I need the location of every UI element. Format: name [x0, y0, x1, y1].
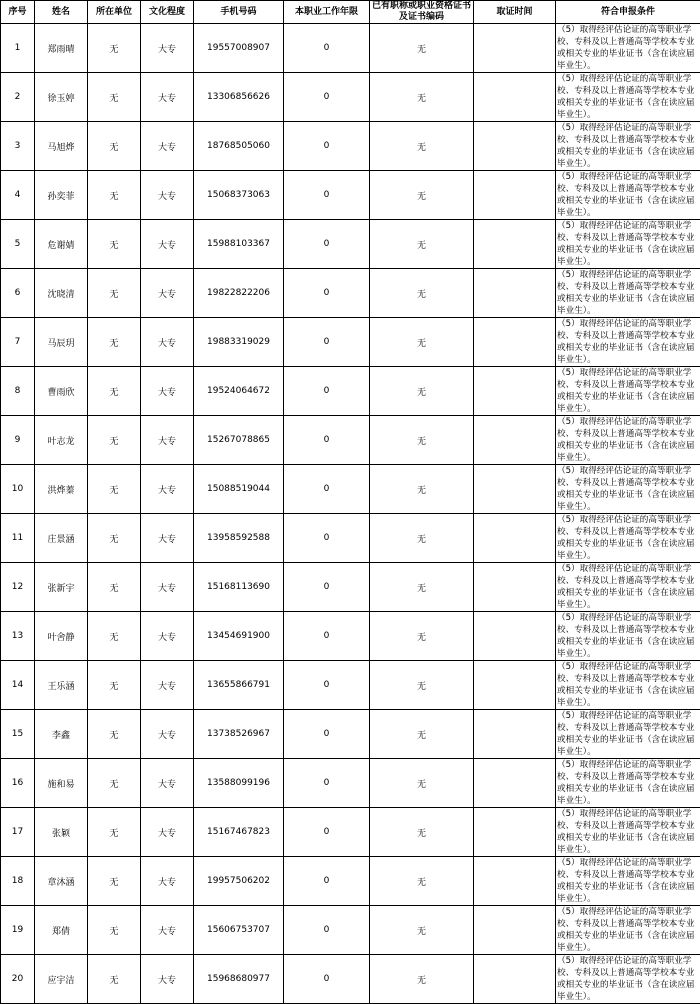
cell-years: 0 [284, 318, 370, 367]
cell-certificate: 无 [370, 514, 474, 563]
header-row [1, 1, 700, 24]
table-row [1, 24, 700, 73]
cell-cert-time [474, 318, 556, 367]
cell-years: 0 [284, 955, 370, 1004]
cell-condition: （5）取得经评估论证的高等职业学校、专科及以上普通高等学校本专业或相关专业的毕业证书（含在读应届毕业生）。 [556, 367, 700, 416]
cell-education: 大专 [141, 906, 194, 955]
cell-no: 20 [1, 955, 35, 1004]
cell-certificate: 无 [370, 661, 474, 710]
cell-education: 大专 [141, 24, 194, 73]
cell-certificate: 无 [370, 465, 474, 514]
cell-unit: 无 [88, 318, 141, 367]
cell-unit: 无 [88, 514, 141, 563]
cell-certificate: 无 [370, 857, 474, 906]
cell-years: 0 [284, 710, 370, 759]
cell-condition: （5）取得经评估论证的高等职业学校、专科及以上普通高等学校本专业或相关专业的毕业证书（含在读应届毕业生）。 [556, 416, 700, 465]
cell-certificate: 无 [370, 220, 474, 269]
cell-certificate: 无 [370, 269, 474, 318]
cell-no: 16 [1, 759, 35, 808]
cell-unit: 无 [88, 24, 141, 73]
cell-phone: 13588099196 [194, 759, 284, 808]
cell-education: 大专 [141, 171, 194, 220]
cell-no: 8 [1, 367, 35, 416]
cell-no: 13 [1, 612, 35, 661]
cell-certificate: 无 [370, 710, 474, 759]
cell-condition: （5）取得经评估论证的高等职业学校、专科及以上普通高等学校本专业或相关专业的毕业证书（含在读应届毕业生）。 [556, 612, 700, 661]
cell-condition: （5）取得经评估论证的高等职业学校、专科及以上普通高等学校本专业或相关专业的毕业证书（含在读应届毕业生）。 [556, 171, 700, 220]
header-unit: 所在单位 [88, 1, 141, 24]
cell-unit: 无 [88, 269, 141, 318]
cell-years: 0 [284, 612, 370, 661]
cell-no: 2 [1, 73, 35, 122]
cell-education: 大专 [141, 318, 194, 367]
cell-cert-time [474, 612, 556, 661]
cell-years: 0 [284, 906, 370, 955]
cell-phone: 19957506202 [194, 857, 284, 906]
cell-years: 0 [284, 220, 370, 269]
cell-cert-time [474, 465, 556, 514]
cell-unit: 无 [88, 759, 141, 808]
cell-certificate: 无 [370, 808, 474, 857]
cell-name: 张颖 [35, 808, 88, 857]
cell-condition: （5）取得经评估论证的高等职业学校、专科及以上普通高等学校本专业或相关专业的毕业证书（含在读应届毕业生）。 [556, 857, 700, 906]
cell-condition: （5）取得经评估论证的高等职业学校、专科及以上普通高等学校本专业或相关专业的毕业证书（含在读应届毕业生）。 [556, 906, 700, 955]
cell-phone: 19883319029 [194, 318, 284, 367]
cell-education: 大专 [141, 808, 194, 857]
cell-years: 0 [284, 122, 370, 171]
cell-phone: 19557008907 [194, 24, 284, 73]
cell-certificate: 无 [370, 171, 474, 220]
cell-phone: 15267078865 [194, 416, 284, 465]
cell-condition: （5）取得经评估论证的高等职业学校、专科及以上普通高等学校本专业或相关专业的毕业证书（含在读应届毕业生）。 [556, 122, 700, 171]
cell-no: 1 [1, 24, 35, 73]
cell-no: 3 [1, 122, 35, 171]
cell-cert-time [474, 661, 556, 710]
cell-condition: （5）取得经评估论证的高等职业学校、专科及以上普通高等学校本专业或相关专业的毕业证书（含在读应届毕业生）。 [556, 269, 700, 318]
cell-certificate: 无 [370, 73, 474, 122]
cell-no: 14 [1, 661, 35, 710]
cell-phone: 13655866791 [194, 661, 284, 710]
cell-years: 0 [284, 416, 370, 465]
cell-phone: 13454691900 [194, 612, 284, 661]
cell-cert-time [474, 710, 556, 759]
cell-education: 大专 [141, 710, 194, 759]
cell-phone: 15168113690 [194, 563, 284, 612]
cell-years: 0 [284, 514, 370, 563]
cell-phone: 15968680977 [194, 955, 284, 1004]
cell-education: 大专 [141, 367, 194, 416]
table-row [1, 710, 700, 759]
cell-education: 大专 [141, 73, 194, 122]
cell-cert-time [474, 171, 556, 220]
cell-no: 17 [1, 808, 35, 857]
cell-name: 洪烨蓁 [35, 465, 88, 514]
cell-cert-time [474, 563, 556, 612]
cell-name: 张新宇 [35, 563, 88, 612]
header-name: 姓名 [35, 1, 88, 24]
cell-phone: 13958592588 [194, 514, 284, 563]
cell-condition: （5）取得经评估论证的高等职业学校、专科及以上普通高等学校本专业或相关专业的毕业证书（含在读应届毕业生）。 [556, 220, 700, 269]
header-education: 文化程度 [141, 1, 194, 24]
cell-name: 章沐涵 [35, 857, 88, 906]
cell-no: 9 [1, 416, 35, 465]
cell-unit: 无 [88, 710, 141, 759]
table-row [1, 563, 700, 612]
cell-cert-time [474, 514, 556, 563]
cell-name: 叶志龙 [35, 416, 88, 465]
cell-name: 徐玉婷 [35, 73, 88, 122]
cell-unit: 无 [88, 465, 141, 514]
cell-phone: 13738526967 [194, 710, 284, 759]
cell-unit: 无 [88, 220, 141, 269]
header-no: 序号 [1, 1, 35, 24]
cell-no: 7 [1, 318, 35, 367]
cell-unit: 无 [88, 955, 141, 1004]
cell-unit: 无 [88, 857, 141, 906]
cell-phone: 13306856626 [194, 73, 284, 122]
cell-no: 10 [1, 465, 35, 514]
cell-phone: 15068373063 [194, 171, 284, 220]
cell-no: 11 [1, 514, 35, 563]
cell-years: 0 [284, 73, 370, 122]
cell-unit: 无 [88, 563, 141, 612]
cell-condition: （5）取得经评估论证的高等职业学校、专科及以上普通高等学校本专业或相关专业的毕业证书（含在读应届毕业生）。 [556, 73, 700, 122]
cell-phone: 19822822206 [194, 269, 284, 318]
header-years: 本职业工作年限 [284, 1, 370, 24]
cell-phone: 15088519044 [194, 465, 284, 514]
cell-cert-time [474, 808, 556, 857]
cell-name: 施和易 [35, 759, 88, 808]
cell-education: 大专 [141, 955, 194, 1004]
cell-condition: （5）取得经评估论证的高等职业学校、专科及以上普通高等学校本专业或相关专业的毕业证书（含在读应届毕业生）。 [556, 563, 700, 612]
cell-unit: 无 [88, 808, 141, 857]
cell-name: 王乐涵 [35, 661, 88, 710]
cell-condition: （5）取得经评估论证的高等职业学校、专科及以上普通高等学校本专业或相关专业的毕业证书（含在读应届毕业生）。 [556, 759, 700, 808]
table-row [1, 514, 700, 563]
cell-name: 郑倩 [35, 906, 88, 955]
cell-education: 大专 [141, 269, 194, 318]
cell-unit: 无 [88, 661, 141, 710]
cell-cert-time [474, 759, 556, 808]
cell-unit: 无 [88, 416, 141, 465]
cell-years: 0 [284, 269, 370, 318]
cell-education: 大专 [141, 857, 194, 906]
cell-name: 庄景涵 [35, 514, 88, 563]
table-row [1, 906, 700, 955]
cell-name: 应宇洁 [35, 955, 88, 1004]
cell-condition: （5）取得经评估论证的高等职业学校、专科及以上普通高等学校本专业或相关专业的毕业证书（含在读应届毕业生）。 [556, 955, 700, 1004]
table-row [1, 367, 700, 416]
table-row [1, 122, 700, 171]
cell-certificate: 无 [370, 612, 474, 661]
cell-cert-time [474, 906, 556, 955]
cell-phone: 15988103367 [194, 220, 284, 269]
cell-no: 19 [1, 906, 35, 955]
cell-cert-time [474, 24, 556, 73]
cell-years: 0 [284, 857, 370, 906]
cell-certificate: 无 [370, 563, 474, 612]
cell-certificate: 无 [370, 955, 474, 1004]
cell-years: 0 [284, 465, 370, 514]
table-row [1, 73, 700, 122]
cell-condition: （5）取得经评估论证的高等职业学校、专科及以上普通高等学校本专业或相关专业的毕业证书（含在读应届毕业生）。 [556, 710, 700, 759]
cell-no: 15 [1, 710, 35, 759]
cell-cert-time [474, 73, 556, 122]
cell-education: 大专 [141, 612, 194, 661]
table-row [1, 759, 700, 808]
cell-condition: （5）取得经评估论证的高等职业学校、专科及以上普通高等学校本专业或相关专业的毕业证书（含在读应届毕业生）。 [556, 514, 700, 563]
table-row [1, 465, 700, 514]
cell-years: 0 [284, 367, 370, 416]
cell-years: 0 [284, 563, 370, 612]
cell-education: 大专 [141, 661, 194, 710]
cell-name: 郑雨晴 [35, 24, 88, 73]
cell-no: 12 [1, 563, 35, 612]
table-row [1, 318, 700, 367]
cell-education: 大专 [141, 416, 194, 465]
cell-condition: （5）取得经评估论证的高等职业学校、专科及以上普通高等学校本专业或相关专业的毕业证书（含在读应届毕业生）。 [556, 24, 700, 73]
header-condition: 符合申报条件 [556, 1, 700, 24]
cell-name: 马旭烨 [35, 122, 88, 171]
cell-years: 0 [284, 171, 370, 220]
cell-certificate: 无 [370, 318, 474, 367]
cell-phone: 18768505060 [194, 122, 284, 171]
cell-years: 0 [284, 759, 370, 808]
cell-cert-time [474, 220, 556, 269]
cell-education: 大专 [141, 514, 194, 563]
cell-cert-time [474, 857, 556, 906]
cell-cert-time [474, 955, 556, 1004]
cell-unit: 无 [88, 122, 141, 171]
cell-cert-time [474, 367, 556, 416]
cell-phone: 15167467823 [194, 808, 284, 857]
cell-condition: （5）取得经评估论证的高等职业学校、专科及以上普通高等学校本专业或相关专业的毕业证书（含在读应届毕业生）。 [556, 661, 700, 710]
cell-certificate: 无 [370, 122, 474, 171]
cell-phone: 15606753707 [194, 906, 284, 955]
header-phone: 手机号码 [194, 1, 284, 24]
cell-certificate: 无 [370, 367, 474, 416]
cell-unit: 无 [88, 171, 141, 220]
cell-certificate: 无 [370, 24, 474, 73]
table-row [1, 857, 700, 906]
cell-no: 5 [1, 220, 35, 269]
cell-condition: （5）取得经评估论证的高等职业学校、专科及以上普通高等学校本专业或相关专业的毕业证书（含在读应届毕业生）。 [556, 318, 700, 367]
table-row [1, 171, 700, 220]
cell-cert-time [474, 122, 556, 171]
cell-no: 18 [1, 857, 35, 906]
cell-condition: （5）取得经评估论证的高等职业学校、专科及以上普通高等学校本专业或相关专业的毕业证书（含在读应届毕业生）。 [556, 808, 700, 857]
cell-education: 大专 [141, 122, 194, 171]
cell-condition: （5）取得经评估论证的高等职业学校、专科及以上普通高等学校本专业或相关专业的毕业证书（含在读应届毕业生）。 [556, 465, 700, 514]
cell-cert-time [474, 416, 556, 465]
cell-certificate: 无 [370, 416, 474, 465]
table-row [1, 220, 700, 269]
table-row [1, 955, 700, 1004]
cell-unit: 无 [88, 367, 141, 416]
cell-unit: 无 [88, 612, 141, 661]
cell-years: 0 [284, 808, 370, 857]
cell-cert-time [474, 269, 556, 318]
cell-name: 叶舍静 [35, 612, 88, 661]
cell-name: 沈晓清 [35, 269, 88, 318]
cell-no: 6 [1, 269, 35, 318]
cell-name: 曹雨欣 [35, 367, 88, 416]
table-row [1, 612, 700, 661]
cell-name: 马辰玥 [35, 318, 88, 367]
table-row [1, 808, 700, 857]
cell-name: 李鑫 [35, 710, 88, 759]
cell-education: 大专 [141, 465, 194, 514]
cell-education: 大专 [141, 759, 194, 808]
header-cert-time: 取证时间 [474, 1, 556, 24]
cell-unit: 无 [88, 906, 141, 955]
cell-certificate: 无 [370, 759, 474, 808]
cell-name: 孙奕菲 [35, 171, 88, 220]
table-row [1, 416, 700, 465]
table-row [1, 269, 700, 318]
header-certificate: 已有职称或职业资格证书及证书编码 [370, 1, 474, 24]
cell-years: 0 [284, 24, 370, 73]
cell-no: 4 [1, 171, 35, 220]
cell-unit: 无 [88, 73, 141, 122]
cell-certificate: 无 [370, 906, 474, 955]
cell-phone: 19524064672 [194, 367, 284, 416]
cell-education: 大专 [141, 563, 194, 612]
cell-years: 0 [284, 661, 370, 710]
table-row [1, 661, 700, 710]
cell-name: 危谢婧 [35, 220, 88, 269]
cell-education: 大专 [141, 220, 194, 269]
